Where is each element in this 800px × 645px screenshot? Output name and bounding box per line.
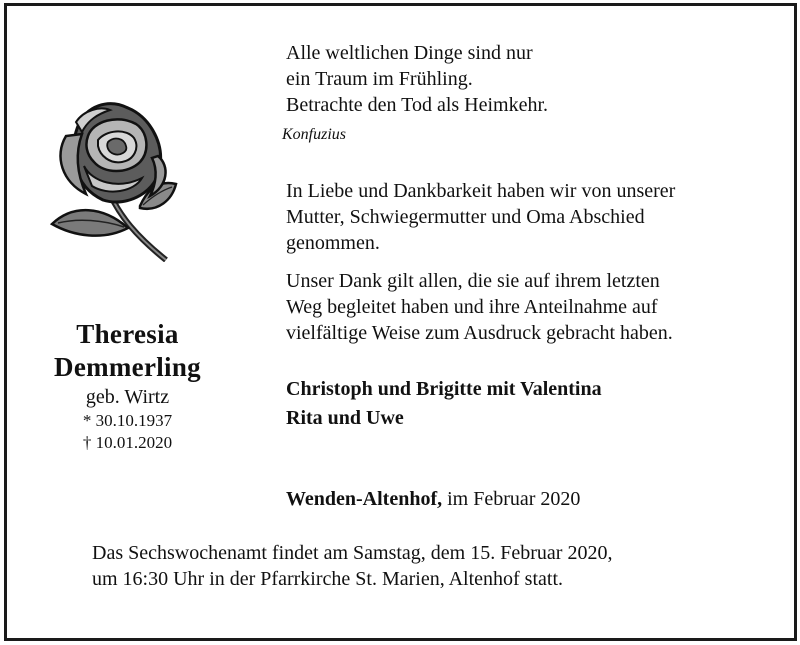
- message-line: Unser Dank gilt allen, die sie auf ihrem letzten: [286, 270, 660, 292]
- quote: [286, 40, 548, 118]
- place-town: Wenden-Altenhof,: [286, 488, 443, 510]
- message-line: In Liebe und Dankbarkeit haben wir von unserer: [286, 180, 676, 202]
- family-line: Christoph und Brigitte mit Valentina: [286, 378, 602, 400]
- message-line: Weg begleitet haben und ihre Anteilnahme auf: [286, 296, 658, 318]
- message-paragraph-1: [286, 178, 756, 256]
- service-line: Das Sechswochenamt findet am Samstag, dem 15. Februar 2020,: [92, 542, 613, 564]
- deceased-maiden-name: geb. Wirtz: [85, 386, 170, 408]
- quote-line: Alle weltlichen Dinge sind nur: [286, 42, 533, 64]
- quote-line: ein Traum im Frühling.: [286, 68, 473, 90]
- deceased-last-name: Demmerling: [54, 352, 201, 382]
- rose-icon: [48, 96, 178, 262]
- service-line: um 16:30 Uhr in der Pfarrkirche St. Marien, Altenhof statt.: [92, 568, 564, 590]
- family-names: [286, 375, 602, 433]
- death-date: † 10.01.2020: [82, 433, 173, 452]
- message-line: genommen.: [286, 232, 380, 254]
- message-paragraph-2: [286, 268, 756, 346]
- deceased-block: [40, 318, 215, 454]
- quote-author: Konfuzius: [282, 126, 347, 143]
- service-notice: [92, 540, 612, 592]
- birth-date: * 30.10.1937: [82, 411, 173, 430]
- place-month: im Februar 2020: [442, 488, 581, 510]
- message-line: vielfältige Weise zum Ausdruck gebracht haben.: [286, 322, 673, 344]
- deceased-first-name: Theresia: [76, 319, 179, 349]
- message-line: Mutter, Schwiegermutter und Oma Abschied: [286, 206, 645, 228]
- family-line: Rita und Uwe: [286, 407, 404, 429]
- place-date: [286, 486, 580, 512]
- quote-line: Betrachte den Tod als Heimkehr.: [286, 94, 549, 116]
